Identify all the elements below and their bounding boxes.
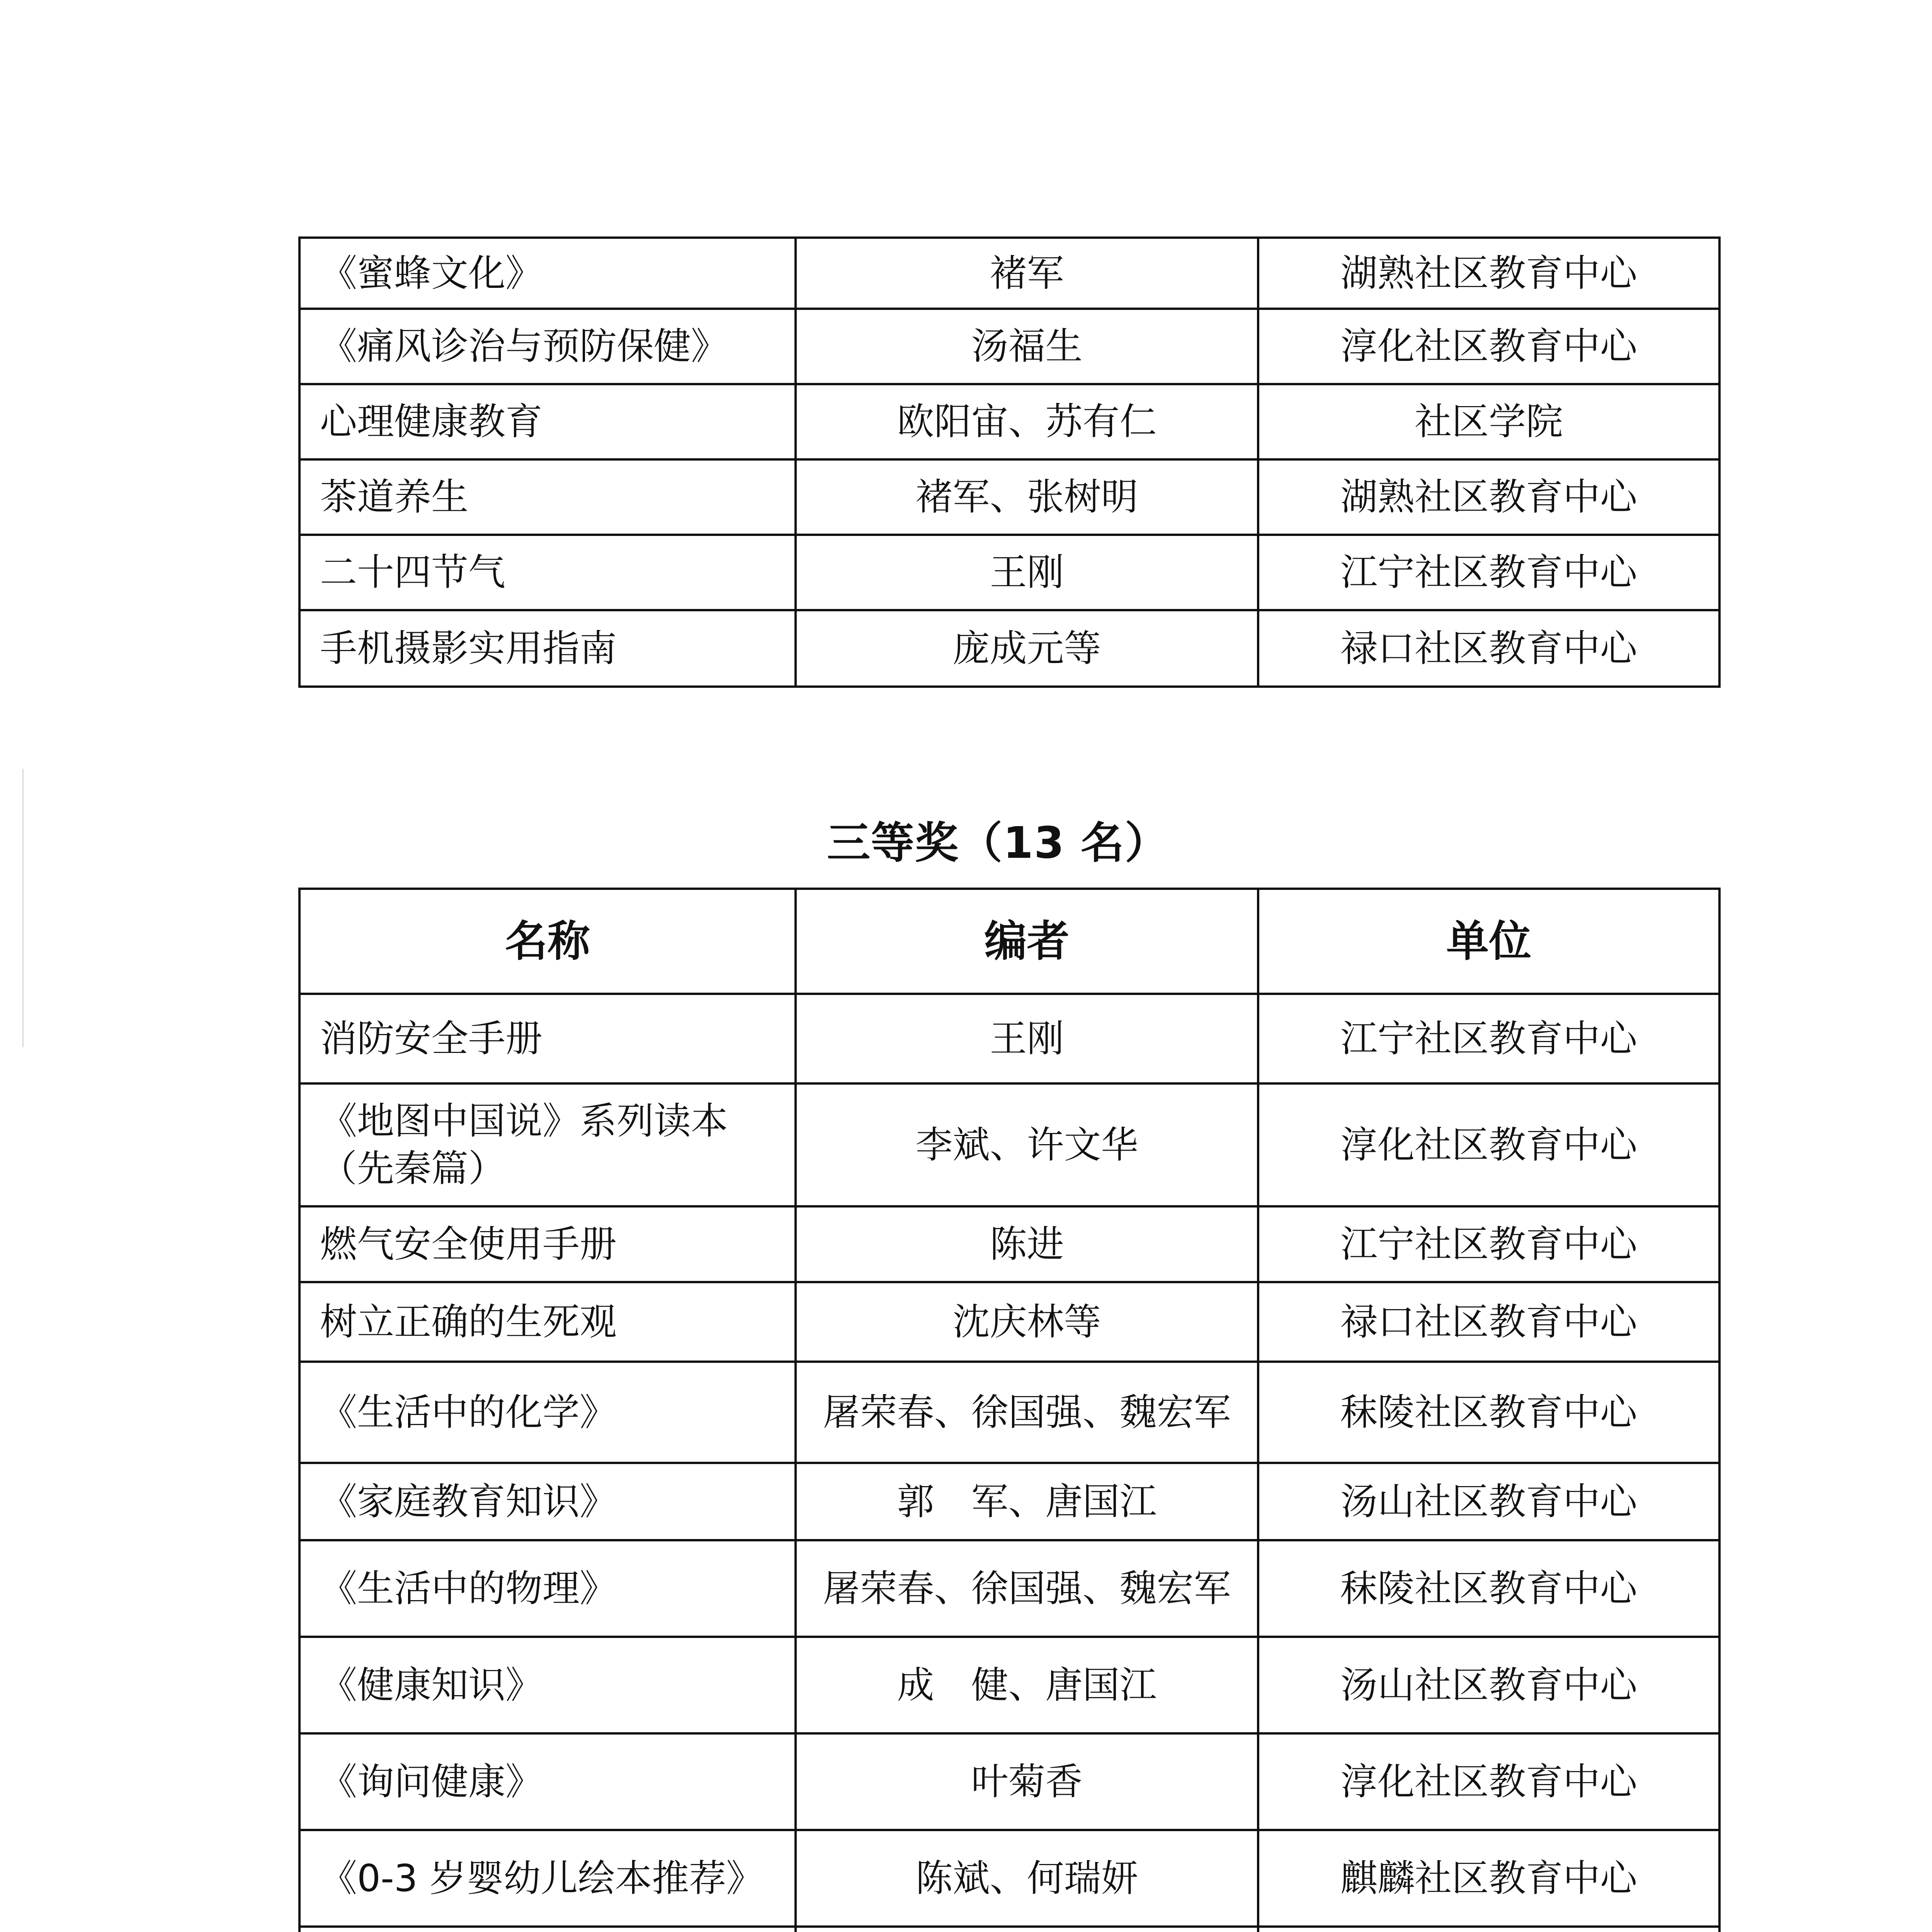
table-row [299,309,1719,384]
cell-name: 茶道养生 [299,459,796,535]
cell-name: 《家庭教育知识》 [299,1463,796,1540]
cell-name: 手机摄影实用指南 [299,610,796,687]
table-row [299,1362,1719,1463]
cell-name [299,1927,796,1932]
cell-editor: 叶菊香 [796,1733,1258,1830]
cell-editor: 沈庆林等 [796,1282,1258,1362]
cell-unit: 淳化社区教育中心 [1258,309,1719,384]
cell-editor: 褚军 [796,238,1258,309]
table-row [299,459,1719,535]
table-row [299,535,1719,610]
table-row [299,1830,1719,1927]
cell-unit: 秣陵社区教育中心 [1258,1540,1719,1637]
table-row [299,1463,1719,1540]
header-editor: 编者 [796,889,1258,994]
cell-unit: 禄口社区教育中心 [1258,1282,1719,1362]
section-title-third-prize: 三等奖（13 名） [827,818,1169,868]
table-row [299,1083,1719,1206]
cell-editor: 王刚 [796,535,1258,610]
cell-name: 《蜜蜂文化》 [299,238,796,309]
cell-editor: 王刚 [796,994,1258,1083]
cell-editor: 屠荣春、徐国强、魏宏军 [796,1540,1258,1637]
table-row [299,1206,1719,1282]
table-row [299,384,1719,459]
table-header-row [299,889,1719,994]
cell-name: 《询问健康》 [299,1733,796,1830]
table-row [299,238,1719,309]
award-table-continued [298,236,1721,688]
cell-name: 《健康知识》 [299,1637,796,1733]
third-prize-table [298,888,1721,1932]
cell-name: 《地图中国说》系列读本（先秦篇） [299,1083,796,1206]
cell-name: 消防安全手册 [299,994,796,1083]
cell-unit [1258,1927,1719,1932]
table-row [299,610,1719,687]
cell-editor: 欧阳宙、苏有仁 [796,384,1258,459]
cell-editor [796,1927,1258,1932]
cell-editor: 庞成元等 [796,610,1258,687]
cell-name: 《生活中的物理》 [299,1540,796,1637]
cell-unit: 江宁社区教育中心 [1258,994,1719,1083]
table-row [299,1282,1719,1362]
cell-editor: 汤福生 [796,309,1258,384]
cell-name: 二十四节气 [299,535,796,610]
cell-unit: 江宁社区教育中心 [1258,1206,1719,1282]
table-row [299,1540,1719,1637]
cell-unit: 江宁社区教育中心 [1258,535,1719,610]
cell-name: 《痛风诊治与预防保健》 [299,309,796,384]
cell-name: 心理健康教育 [299,384,796,459]
cell-editor: 屠荣春、徐国强、魏宏军 [796,1362,1258,1463]
table-row [299,994,1719,1083]
cell-name: 《0-3 岁婴幼儿绘本推荐》 [299,1830,796,1927]
header-unit: 单位 [1258,889,1719,994]
cell-unit: 汤山社区教育中心 [1258,1637,1719,1733]
cell-unit: 汤山社区教育中心 [1258,1463,1719,1540]
cell-unit: 淳化社区教育中心 [1258,1733,1719,1830]
cell-name: 《生活中的化学》 [299,1362,796,1463]
cell-unit: 禄口社区教育中心 [1258,610,1719,687]
cell-unit: 湖熟社区教育中心 [1258,459,1719,535]
cell-editor: 陈进 [796,1206,1258,1282]
cell-editor: 郭 军、唐国江 [796,1463,1258,1540]
cell-editor: 李斌、许文华 [796,1083,1258,1206]
cell-unit: 社区学院 [1258,384,1719,459]
cell-unit: 秣陵社区教育中心 [1258,1362,1719,1463]
cell-unit: 麒麟社区教育中心 [1258,1830,1719,1927]
cell-editor: 陈斌、何瑞妍 [796,1830,1258,1927]
table-row [299,1733,1719,1830]
cell-editor: 成 健、唐国江 [796,1637,1258,1733]
cell-unit: 湖熟社区教育中心 [1258,238,1719,309]
table-row [299,1927,1719,1932]
cell-editor: 褚军、张树明 [796,459,1258,535]
header-name: 名称 [299,889,796,994]
cell-name: 树立正确的生死观 [299,1282,796,1362]
table-row [299,1637,1719,1733]
cell-name: 燃气安全使用手册 [299,1206,796,1282]
cell-unit: 淳化社区教育中心 [1258,1083,1719,1206]
